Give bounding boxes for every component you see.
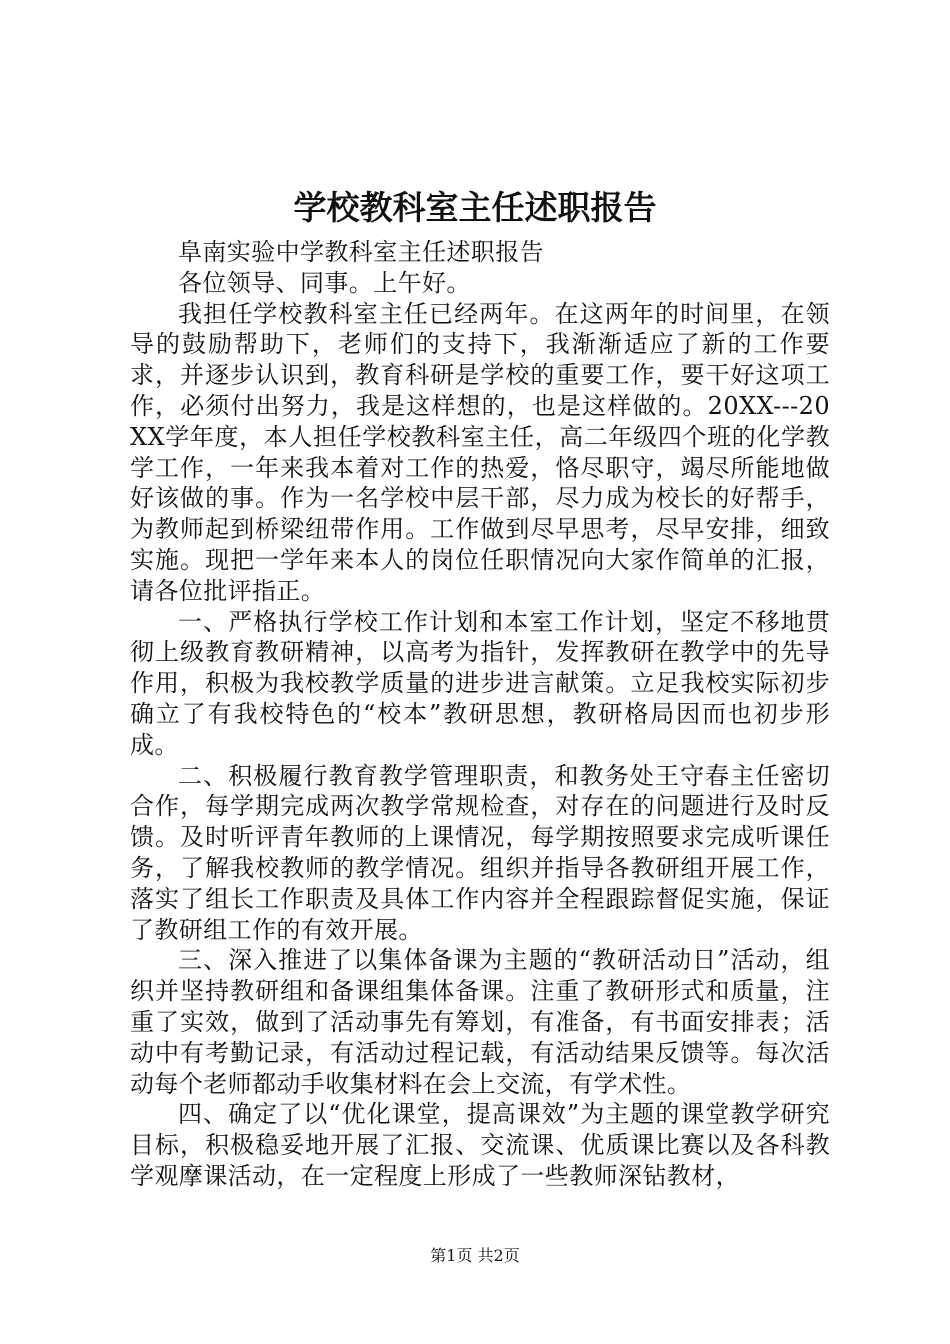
paragraph-section-3: 三、深入推进了以集体备课为主题的“教研活动日”活动，组织并坚持教研组和备课组集体备课。注重了教研形式和质量，注重了实效，做到了活动事先有筹划，有准备，有书面安排表；活动中有考勤记录，有活动过程记载，有活动结果反馈等。每次活动每个老师都动手收集材料在会上交流，有学术性。 (130, 946, 830, 1098)
page-number-footer: 第1页 共2页 (430, 1246, 520, 1265)
document-body (130, 237, 830, 1192)
paragraph-intro: 我担任学校教科室主任已经两年。在这两年的时间里，在领导的鼓励帮助下，老师们的支持下，我渐渐适应了新的工作要求，并逐步认识到，教育科研是学校的重要工作，要干好这项工作，必须付出努力，我是这样想的，也是这样做的。20XX---20XX学年度，本人担任学校教科室主任，高二年级四个班的化学教学工作，一年来我本着对工作的热爱，恪尽职守，竭尽所能地做好该做的事。作为一名学校中层干部，尽力成为校长的好帮手，为教师起到桥梁纽带作用。工作做到尽早思考，尽早安排，细致实施。现把一学年来本人的岗位任职情况向大家作简单的汇报，请各位批评指正。 (130, 299, 830, 605)
paragraph-greeting: 各位领导、同事。上午好。 (178, 268, 471, 297)
paragraph-section-1: 一、严格执行学校工作计划和本室工作计划，坚定不移地贯彻上级教育教研精神，以高考为指针，发挥教研在教学中的先导作用，积极为我校教学质量的进步进言献策。立足我校实际初步确立了有我校特色的“校本”教研思想，教研格局因而也初步形成。 (130, 607, 830, 759)
paragraph-section-2: 二、积极履行教育教学管理职责，和教务处王守春主任密切合作，每学期完成两次教学常规检查，对存在的问题进行及时反馈。及时听评青年教师的上课情况，每学期按照要求完成听课任务，了解我校教师的教学情况。组织并指导各教研组开展工作，落实了组长工作职责及具体工作内容并全程跟踪督促实施，保证了教研组工作的有效开展。 (130, 761, 830, 944)
document-title: 学校教科室主任述职报告 (293, 188, 657, 227)
paragraph-subtitle: 阜南实验中学教科室主任述职报告 (178, 238, 544, 266)
paragraph-section-4: 四、确定了以“优化课堂，提高课效”为主题的课堂教学研究目标，积极稳妥地开展了汇报、交流课、优质课比赛以及各科教学观摩课活动，在一定程度上形成了一些教师深钻教材， (130, 1100, 830, 1190)
